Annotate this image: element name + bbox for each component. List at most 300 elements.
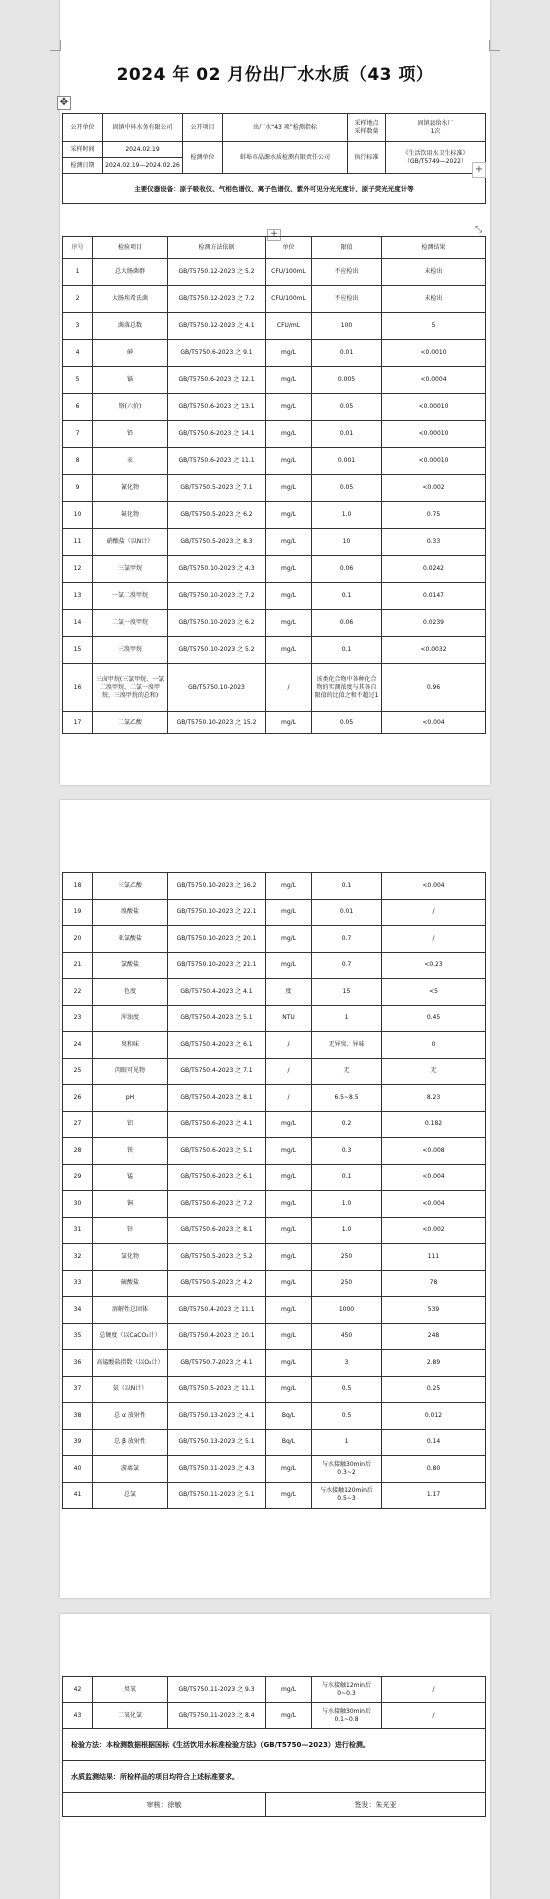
limit-value: 与水接触30min后0.1~0.8 [312,1703,382,1729]
test-item: 氨（以N计） [93,1376,168,1403]
row-number: 18 [63,873,93,900]
unit: mg/L [266,1244,312,1271]
unit: CFU/100mL [266,259,312,286]
document-page-3 [60,1614,490,1899]
test-method: GB/T5750.12-2023 之 7.2 [168,286,266,313]
table-header-row [63,237,486,259]
test-item: 高锰酸盐指数（以O₂计） [93,1350,168,1377]
test-method: GB/T5750.6-2023 之 5.1 [168,1138,266,1165]
sample-time-value: 2024.02.19 [103,142,183,158]
unit: mg/L [266,1138,312,1165]
limit-value: 0.06 [312,610,382,637]
test-date-value: 2024.02.19—2024.02.26 [103,158,183,174]
test-result: 248 [382,1323,486,1350]
test-item: 总氯 [93,1482,168,1509]
test-item: 色度 [93,979,168,1006]
row-number: 14 [63,610,93,637]
row-number: 24 [63,1032,93,1059]
unit: mg/L [266,712,312,734]
test-method: GB/T5750.10-2023 [168,664,266,712]
row-number: 43 [63,1703,93,1729]
unit: mg/L [266,583,312,610]
test-item: 氯化物 [93,1244,168,1271]
test-method: GB/T5750.6-2023 之 8.1 [168,1217,266,1244]
table-row [63,529,486,556]
test-item: 溴酸盐 [93,899,168,926]
unit: CFU/100mL [266,286,312,313]
test-item: 铬(六价) [93,394,168,421]
test-item: 大肠埃希氏菌 [93,286,168,313]
row-number: 32 [63,1244,93,1271]
test-result: 0.75 [382,502,486,529]
row-number: 26 [63,1085,93,1112]
test-result: 0.25 [382,1376,486,1403]
limit-value: 无异臭、异味 [312,1032,382,1059]
unit: mg/L [266,1270,312,1297]
unit: mg/L [266,1376,312,1403]
row-number: 20 [63,926,93,953]
table-row [63,1703,486,1729]
test-result: 0.33 [382,529,486,556]
test-result: 111 [382,1244,486,1271]
test-method: GB/T5750.6-2023 之 6.1 [168,1164,266,1191]
unit: mg/L [266,926,312,953]
sample-time-label: 采样时间 [63,142,103,158]
plus-icon[interactable]: + [267,229,281,241]
test-item: 三溴甲烷 [93,637,168,664]
row-number: 7 [63,421,93,448]
test-item: 游离氯 [93,1456,168,1483]
table-row [63,664,486,712]
test-method: GB/T5750.4-2023 之 6.1 [168,1032,266,1059]
test-method: GB/T5750.10-2023 之 16.2 [168,873,266,900]
test-item: 铜 [93,1191,168,1218]
test-result: 539 [382,1297,486,1324]
test-item: 氯酸盐 [93,952,168,979]
test-method: GB/T5750.7-2023 之 4.1 [168,1350,266,1377]
limit-value: 10 [312,529,382,556]
test-item: 三氯甲烷 [93,556,168,583]
test-method: GB/T5750.4-2023 之 7.1 [168,1058,266,1085]
limit-value: 3 [312,1350,382,1377]
test-method: GB/T5750.6-2023 之 12.1 [168,367,266,394]
test-result: <0.00010 [382,394,486,421]
table-row [63,1677,486,1703]
table-row [63,610,486,637]
row-number: 17 [63,712,93,734]
instruments-note: 主要仪器设备：原子吸收仪、气相色谱仪、离子色谱仪、紫外可见分光光度计、原子荧光光度计等 [63,174,486,204]
row-number: 28 [63,1138,93,1165]
method-note: 检验方法：本检测数据根据国标《生活饮用水标准检验方法》（GB/T5750—2023）进行检测。 [63,1729,486,1761]
row-number: 42 [63,1677,93,1703]
unit: / [266,1032,312,1059]
row-number: 30 [63,1191,93,1218]
results-table [62,872,486,1509]
limit-value: 与水接触12min后0~0.3 [312,1677,382,1703]
table-row [63,367,486,394]
row-number: 23 [63,1005,93,1032]
test-result: <0.002 [382,475,486,502]
test-method: GB/T5750.10-2023 之 7.2 [168,583,266,610]
test-result: <0.004 [382,1164,486,1191]
test-result: <0.004 [382,1191,486,1218]
limit-value: 与水接触120min后0.5~3 [312,1482,382,1509]
test-method: GB/T5750.4-2023 之 5.1 [168,1005,266,1032]
test-result: <0.0032 [382,637,486,664]
table-row [63,502,486,529]
test-result: / [382,899,486,926]
test-method: GB/T5750.5-2023 之 11.1 [168,1376,266,1403]
test-result: / [382,1703,486,1729]
test-method: GB/T5750.5-2023 之 4.2 [168,1270,266,1297]
public-unit-label: 公开单位 [63,114,103,142]
unit: mg/L [266,610,312,637]
test-result: 未检出 [382,259,486,286]
limit-value: 0.01 [312,421,382,448]
move-handle-icon[interactable]: ✥ [57,96,71,110]
test-result: 0.0147 [382,583,486,610]
table-row [63,259,486,286]
limit-value: 0.1 [312,583,382,610]
test-item: 肉眼可见物 [93,1058,168,1085]
test-item: 总硬度（以CaCO₃计） [93,1323,168,1350]
unit: mg/L [266,1350,312,1377]
table-row [63,475,486,502]
test-method: GB/T5750.10-2023 之 21.1 [168,952,266,979]
test-method: GB/T5750.10-2023 之 22.1 [168,899,266,926]
test-item: 砷 [93,340,168,367]
public-unit-value: 固镇中环水务有限公司 [103,114,183,142]
test-item: 锌 [93,1217,168,1244]
test-method: GB/T5750.12-2023 之 5.2 [168,259,266,286]
test-result: 0.14 [382,1429,486,1456]
column-header: 检测结果 [382,237,486,259]
row-number: 9 [63,475,93,502]
issuer: 签发：朱光亚 [266,1793,486,1817]
test-method: GB/T5750.10-2023 之 6.2 [168,610,266,637]
table-row [63,1085,486,1112]
test-unit-value: 蚌埠市晶源水质检测有限责任公司 [223,142,348,174]
unit: mg/L [266,899,312,926]
unit: mg/L [266,1297,312,1324]
row-number: 36 [63,1350,93,1377]
test-result: <0.00010 [382,421,486,448]
row-number: 8 [63,448,93,475]
sample-place-value: 固镇县给水厂 1次 [386,114,486,142]
test-method: GB/T5750.5-2023 之 7.1 [168,475,266,502]
table-row [63,394,486,421]
column-header: 检测方法依据 [168,237,266,259]
unit: mg/L [266,1111,312,1138]
table-row [63,340,486,367]
limit-value: 0.7 [312,952,382,979]
limit-value: 0.5 [312,1376,382,1403]
row-number: 10 [63,502,93,529]
row-number: 13 [63,583,93,610]
limit-value: 无 [312,1058,382,1085]
test-result: 0 [382,1032,486,1059]
test-result: 0.182 [382,1111,486,1138]
reviewer: 审核：徐敏 [63,1793,266,1817]
table-row [63,1138,486,1165]
table-row [63,1350,486,1377]
table-row [63,1164,486,1191]
table-row [63,926,486,953]
limit-value: 250 [312,1270,382,1297]
row-number: 21 [63,952,93,979]
unit: mg/L [266,556,312,583]
limit-value: 1.0 [312,502,382,529]
unit: mg/L [266,1677,312,1703]
unit: Bq/L [266,1403,312,1430]
row-number: 27 [63,1111,93,1138]
test-item: 菌落总数 [93,313,168,340]
unit: CFU/mL [266,313,312,340]
row-number: 34 [63,1297,93,1324]
test-date-label: 检测日期 [63,158,103,174]
row-number: 33 [63,1270,93,1297]
unit: mg/L [266,340,312,367]
test-item: 二氯乙酸 [93,712,168,734]
limit-value: 1.0 [312,1191,382,1218]
limit-value: 0.7 [312,926,382,953]
row-number: 40 [63,1456,93,1483]
unit: NTU [266,1005,312,1032]
public-item-label: 公开项目 [183,114,223,142]
row-number: 12 [63,556,93,583]
test-item: 一氯二溴甲烷 [93,583,168,610]
table-row [63,1429,486,1456]
test-result: 0.0239 [382,610,486,637]
test-method: GB/T5750.5-2023 之 6.2 [168,502,266,529]
limit-value: 不应检出 [312,286,382,313]
test-result: 0.012 [382,1403,486,1430]
test-method: GB/T5750.11-2023 之 5.1 [168,1482,266,1509]
test-result: 8.23 [382,1085,486,1112]
row-number: 19 [63,899,93,926]
row-number: 25 [63,1058,93,1085]
test-result: <0.23 [382,952,486,979]
row-number: 3 [63,313,93,340]
test-method: GB/T5750.4-2023 之 8.1 [168,1085,266,1112]
resize-icon[interactable]: ⤡ [475,225,483,235]
test-method: GB/T5750.6-2023 之 14.1 [168,421,266,448]
test-result: 1.17 [382,1482,486,1509]
test-item: 氟化物 [93,502,168,529]
test-item: 总 α 放射性 [93,1403,168,1430]
row-number: 37 [63,1376,93,1403]
test-method: GB/T5750.13-2023 之 5.1 [168,1429,266,1456]
test-item: 硝酸盐（以N计） [93,529,168,556]
table-row [63,1032,486,1059]
test-method: GB/T5750.13-2023 之 4.1 [168,1403,266,1430]
test-result: 78 [382,1270,486,1297]
page-title: 2024 年 02 月份出厂水水质（43 项） [116,65,434,85]
test-item: 总大肠菌群 [93,259,168,286]
table-row [63,556,486,583]
table-row [63,1323,486,1350]
unit: Bq/L [266,1429,312,1456]
table-row [63,1482,486,1509]
test-item: 铝 [93,1111,168,1138]
row-number: 6 [63,394,93,421]
limit-value: 0.2 [312,1111,382,1138]
row-number: 39 [63,1429,93,1456]
test-method: GB/T5750.5-2023 之 8.3 [168,529,266,556]
limit-value: 1.0 [312,1217,382,1244]
table-row [63,1456,486,1483]
test-method: GB/T5750.4-2023 之 11.1 [168,1297,266,1324]
limit-value: 0.01 [312,899,382,926]
table-row [63,637,486,664]
test-item: 铅 [93,421,168,448]
table-row [63,979,486,1006]
table-row [63,873,486,900]
unit: mg/L [266,448,312,475]
test-item: 臭和味 [93,1032,168,1059]
test-item: 二氧化氯 [93,1703,168,1729]
test-method: GB/T5750.4-2023 之 10.1 [168,1323,266,1350]
unit: mg/L [266,952,312,979]
limit-value: 250 [312,1244,382,1271]
row-number: 15 [63,637,93,664]
table-row [63,1191,486,1218]
test-method: GB/T5750.10-2023 之 5.2 [168,637,266,664]
table-row [63,448,486,475]
limit-value: 不应检出 [312,259,382,286]
results-table [62,236,486,734]
table-row [63,952,486,979]
limit-value: 450 [312,1323,382,1350]
test-item: pH [93,1085,168,1112]
test-item: 锰 [93,1164,168,1191]
column-header: 检验项目 [93,237,168,259]
row-number: 2 [63,286,93,313]
document-page-2 [60,800,490,1598]
unit: mg/L [266,1164,312,1191]
limit-value: 1000 [312,1297,382,1324]
table-row [63,313,486,340]
limit-value: 0.1 [312,637,382,664]
public-item-value: 出厂水“43 项”检测指标 [223,114,348,142]
test-method: GB/T5750.6-2023 之 9.1 [168,340,266,367]
row-number: 38 [63,1403,93,1430]
test-method: GB/T5750.10-2023 之 15.2 [168,712,266,734]
standard-value: 《生活饮用水卫生标准》（GB/T5749—2022） [386,142,486,174]
unit: 度 [266,979,312,1006]
test-item: 总 β 放射性 [93,1429,168,1456]
test-method: GB/T5750.4-2023 之 4.1 [168,979,266,1006]
row-number: 35 [63,1323,93,1350]
limit-value: 0.01 [312,340,382,367]
unit: mg/L [266,1456,312,1483]
test-result: / [382,1677,486,1703]
test-method: GB/T5750.6-2023 之 4.1 [168,1111,266,1138]
test-result: 2.89 [382,1350,486,1377]
unit: mg/L [266,1703,312,1729]
unit: mg/L [266,1191,312,1218]
table-row [63,1244,486,1271]
limit-value: 0.05 [312,475,382,502]
row-number: 11 [63,529,93,556]
test-result: 0.96 [382,664,486,712]
row-number: 29 [63,1164,93,1191]
test-unit-label: 检测单位 [183,142,223,174]
test-method: GB/T5750.11-2023 之 8.4 [168,1703,266,1729]
test-result: <0.002 [382,1217,486,1244]
table-row [63,1376,486,1403]
row-number: 16 [63,664,93,712]
test-method: GB/T5750.10-2023 之 20.1 [168,926,266,953]
test-result: <5 [382,979,486,1006]
test-item: 亚氯酸盐 [93,926,168,953]
table-row [63,1005,486,1032]
table-row [63,1403,486,1430]
header-table [62,113,486,204]
unit: / [266,664,312,712]
limit-value: 1 [312,1005,382,1032]
unit: mg/L [266,529,312,556]
unit: mg/L [266,475,312,502]
test-item: 浑浊度 [93,1005,168,1032]
table-row [63,286,486,313]
limit-value: 0.1 [312,1164,382,1191]
limit-value: 100 [312,313,382,340]
row-number: 1 [63,259,93,286]
limit-value: 0.05 [312,394,382,421]
unit: mg/L [266,637,312,664]
crop-mark [50,40,61,51]
table-row [63,1058,486,1085]
test-result: <0.008 [382,1138,486,1165]
results-table [62,1676,486,1817]
test-result: <0.004 [382,873,486,900]
limit-value: 0.05 [312,712,382,734]
test-result: 0.45 [382,1005,486,1032]
conclusion-note: 水质监测结果：所检样品的项目均符合上述标准要求。 [63,1761,486,1793]
test-item: 硫酸盐 [93,1270,168,1297]
test-item: 铁 [93,1138,168,1165]
sample-place-label: 采样地点 采样数量 [348,114,386,142]
unit: mg/L [266,394,312,421]
table-row [63,712,486,734]
limit-value: 0.3 [312,1138,382,1165]
plus-icon[interactable]: + [472,162,486,178]
crop-mark [489,40,500,51]
test-result: 0.80 [382,1456,486,1483]
limit-value: 0.5 [312,1403,382,1430]
unit: mg/L [266,502,312,529]
unit: / [266,1058,312,1085]
unit: mg/L [266,1323,312,1350]
test-method: GB/T5750.11-2023 之 9.3 [168,1677,266,1703]
limit-value: 15 [312,979,382,1006]
table-row [63,583,486,610]
test-method: GB/T5750.6-2023 之 11.1 [168,448,266,475]
limit-value: 0.06 [312,556,382,583]
test-item: 汞 [93,448,168,475]
row-number: 22 [63,979,93,1006]
test-result: <0.004 [382,712,486,734]
row-number: 31 [63,1217,93,1244]
test-item: 臭氧 [93,1677,168,1703]
test-method: GB/T5750.6-2023 之 7.2 [168,1191,266,1218]
unit: mg/L [266,367,312,394]
test-result: <0.0010 [382,340,486,367]
row-number: 41 [63,1482,93,1509]
unit: mg/L [266,421,312,448]
table-row [63,1270,486,1297]
